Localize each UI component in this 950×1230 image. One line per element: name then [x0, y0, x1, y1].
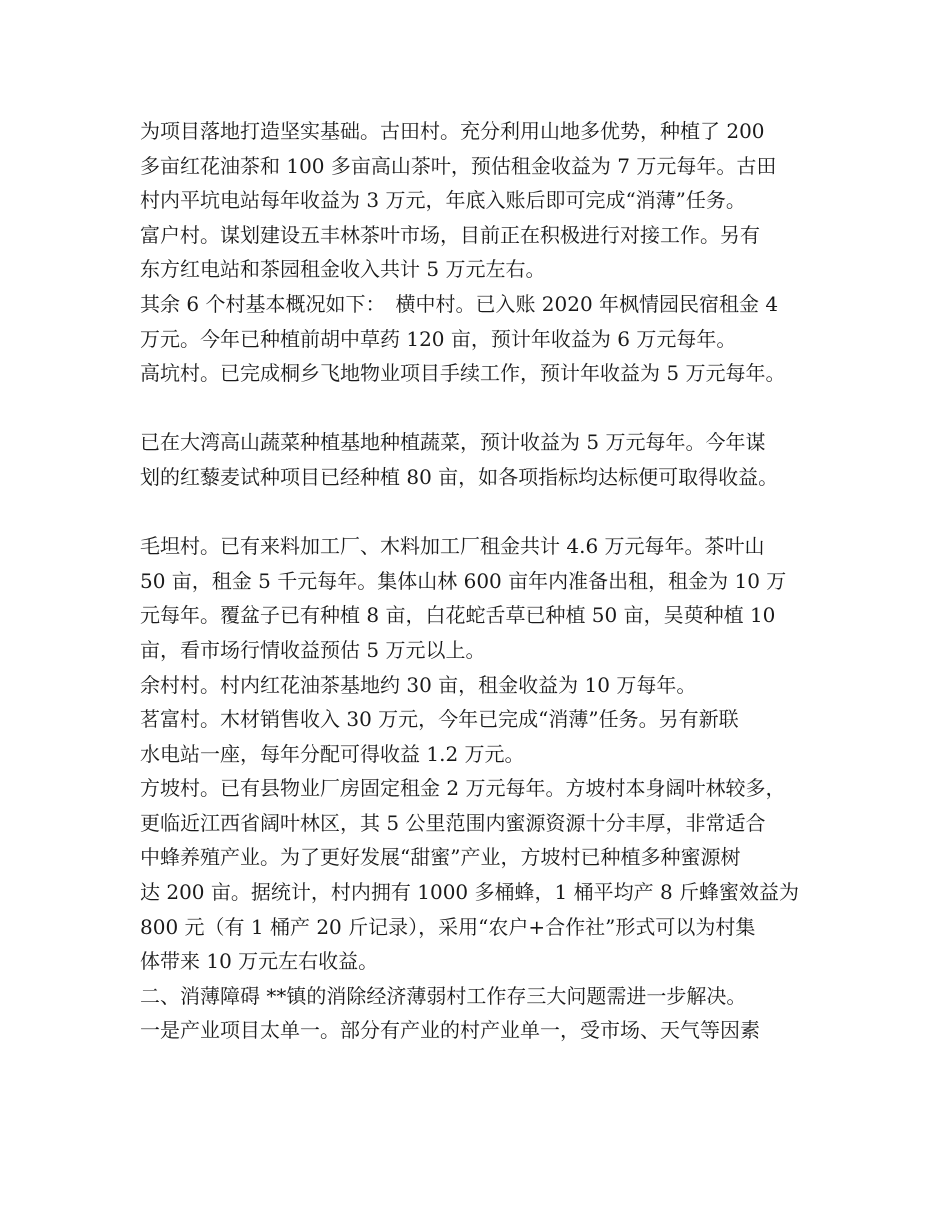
- text-line: 高坑村。已完成桐乡飞地物业项目手续工作，预计年收益为 5 万元每年。: [140, 361, 786, 386]
- text-line: 划的红藜麦试种项目已经种植 80 亩，如各项指标均达标便可取得收益。: [140, 464, 779, 489]
- text-line: 体带来 10 万元左右收益。: [140, 949, 379, 974]
- blank-line: [140, 391, 830, 426]
- text-line: 东方红电站和茶园租金收入共计 5 万元左右。: [140, 257, 546, 282]
- text-line: 已在大湾高山蔬菜种植基地种植蔬菜，预计收益为 5 万元每年。今年谋: [140, 430, 766, 455]
- text-line: 亩，看市场行情收益预估 5 万元以上。: [140, 637, 486, 662]
- text-line: 二、消薄障碍 **镇的消除经济薄弱村工作存三大问题需进一步解决。: [140, 983, 747, 1008]
- text-line: 茗富村。木材销售收入 30 万元，今年已完成“消薄”任务。另有新联: [140, 707, 739, 732]
- paragraph-fuhu: [140, 218, 830, 287]
- text-line: 中蜂养殖产业。为了更好发展“甜蜜”产业，方坡村已种植多种蜜源树: [140, 845, 741, 870]
- text-line: 达 200 亩。据统计，村内拥有 1000 多桶蜂，1 桶平均产 8 斤蜂蜜效益为: [140, 880, 800, 905]
- text-line: 其余 6 个村基本概况如下： 横中村。已入账 2020 年枫情园民宿租金 4: [140, 291, 779, 316]
- text-line: 元每年。覆盆子已有种植 8 亩，白花蛇舌草已种植 50 亩，吴萸种植 10: [140, 603, 776, 628]
- text-line: 余村村。村内红花油茶基地约 30 亩，租金收益为 10 万每年。: [140, 672, 697, 697]
- text-line: 50 亩，租金 5 千元每年。集体山林 600 亩年内准备出租，租金为 10 万: [140, 568, 787, 593]
- text-line: 800 元（有 1 桶产 20 斤记录），采用“农户+合作社”形式可以为村集: [140, 914, 756, 939]
- text-line: 水电站一座，每年分配可得收益 1.2 万元。: [140, 741, 525, 766]
- paragraph-maotan: [140, 529, 830, 667]
- text-line: 万元。今年已种植前胡中草药 120 亩，预计年收益为 6 万元每年。: [140, 326, 737, 351]
- paragraph-guotian: [140, 114, 830, 218]
- paragraph-section-two: [140, 979, 830, 1014]
- paragraph-mingfu: [140, 702, 830, 771]
- paragraph-others-hengzhong: [140, 287, 830, 356]
- document-body: [140, 114, 830, 1048]
- paragraph-yucun: [140, 668, 830, 703]
- text-line: 富户村。谋划建设五丰林茶叶市场，目前正在积极进行对接工作。另有: [140, 222, 760, 247]
- paragraph-problem-one: [140, 1013, 830, 1048]
- text-line: 毛坦村。已有来料加工厂、木料加工厂租金共计 4.6 万元每年。茶叶山: [140, 534, 765, 559]
- text-line: 为项目落地打造坚实基础。古田村。充分利用山地多优势，种植了 200: [140, 119, 765, 143]
- paragraph-dawan: [140, 425, 830, 494]
- text-line: 方坡村。已有县物业厂房固定租金 2 万元每年。方坡村本身阔叶林较多，: [140, 776, 786, 801]
- text-line: 多亩红花油茶和 100 多亩高山茶叶，预估租金收益为 7 万元每年。古田: [140, 153, 777, 178]
- blank-line: [140, 495, 830, 530]
- paragraph-gaokeng: [140, 356, 830, 391]
- text-line: 一是产业项目太单一。部分有产业的村产业单一，受市场、天气等因素: [140, 1018, 760, 1043]
- paragraph-fangpo: [140, 771, 830, 979]
- text-line: 村内平坑电站每年收益为 3 万元，年底入账后即可完成“消薄”任务。: [140, 188, 746, 213]
- text-line: 更临近江西省阔叶林区，其 5 公里范围内蜜源资源十分丰厚，非常适合: [140, 810, 766, 835]
